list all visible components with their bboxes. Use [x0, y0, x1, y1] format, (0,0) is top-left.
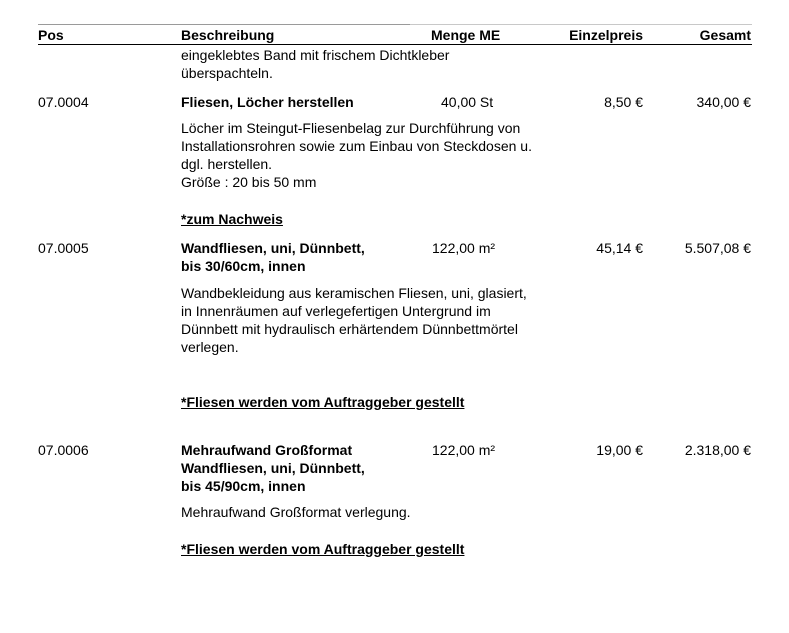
item-title: Wandfliesen, uni, Dünnbett,: [181, 460, 365, 476]
item-unit-price: 19,00 €: [596, 442, 643, 458]
header-top-rule: [38, 24, 410, 25]
header-pos: Pos: [38, 27, 64, 43]
item-title: Mehraufwand Großformat: [181, 442, 353, 458]
continuation-line-1: eingeklebtes Band mit frischem Dichtkleber: [181, 47, 450, 63]
item-title: Fliesen, Löcher herstellen: [181, 94, 354, 110]
item-note: *zum Nachweis: [181, 211, 283, 227]
item-desc-line: Wandbekleidung aus keramischen Fliesen, uni, glasiert,: [181, 285, 527, 301]
item-note: *Fliesen werden vom Auftraggeber gestellt: [181, 541, 465, 557]
item-pos: 07.0006: [38, 442, 89, 458]
header-unit-price: Einzelpreis: [569, 27, 643, 43]
header-total: Gesamt: [699, 27, 751, 43]
item-unit-price: 8,50 €: [604, 94, 643, 110]
item-desc-line: Größe : 20 bis 50 mm: [181, 174, 317, 190]
item-desc-line: verlegen.: [181, 339, 239, 355]
header-top-rule-right: [410, 24, 752, 25]
item-unit-price: 45,14 €: [596, 240, 643, 256]
item-quantity: 122,00 m²: [432, 442, 496, 458]
item-pos: 07.0004: [38, 94, 89, 110]
item-quantity: 122,00 m²: [432, 240, 496, 256]
item-desc-line: Mehraufwand Großformat verlegung.: [181, 504, 411, 520]
header-description: Beschreibung: [181, 27, 275, 43]
item-total: 5.507,08 €: [684, 240, 751, 256]
item-desc-line: Dünnbett mit hydraulisch erhärtendem Dünnbettmörtel: [181, 321, 518, 337]
item-pos: 07.0005: [38, 240, 89, 256]
header-bottom-rule: [38, 44, 752, 45]
header-quantity: Menge ME: [431, 27, 501, 43]
continuation-line-2: überspachteln.: [181, 65, 273, 81]
item-title: bis 45/90cm, innen: [181, 478, 306, 494]
item-desc-line: Löcher im Steingut-Fliesenbelag zur Durchführung von: [181, 120, 521, 136]
item-desc-line: dgl. herstellen.: [181, 156, 273, 172]
item-note: *Fliesen werden vom Auftraggeber gestellt: [181, 394, 465, 410]
item-total: 340,00 €: [696, 94, 751, 110]
item-title: Wandfliesen, uni, Dünnbett,: [181, 240, 365, 256]
item-title: bis 30/60cm, innen: [181, 258, 306, 274]
item-desc-line: Installationsrohren sowie zum Einbau von Steckdosen u.: [181, 138, 532, 154]
item-desc-line: in Innenräumen auf verlegefertigen Untergrund im: [181, 303, 491, 319]
item-quantity: 40,00 St: [441, 94, 494, 110]
item-total: 2.318,00 €: [684, 442, 751, 458]
